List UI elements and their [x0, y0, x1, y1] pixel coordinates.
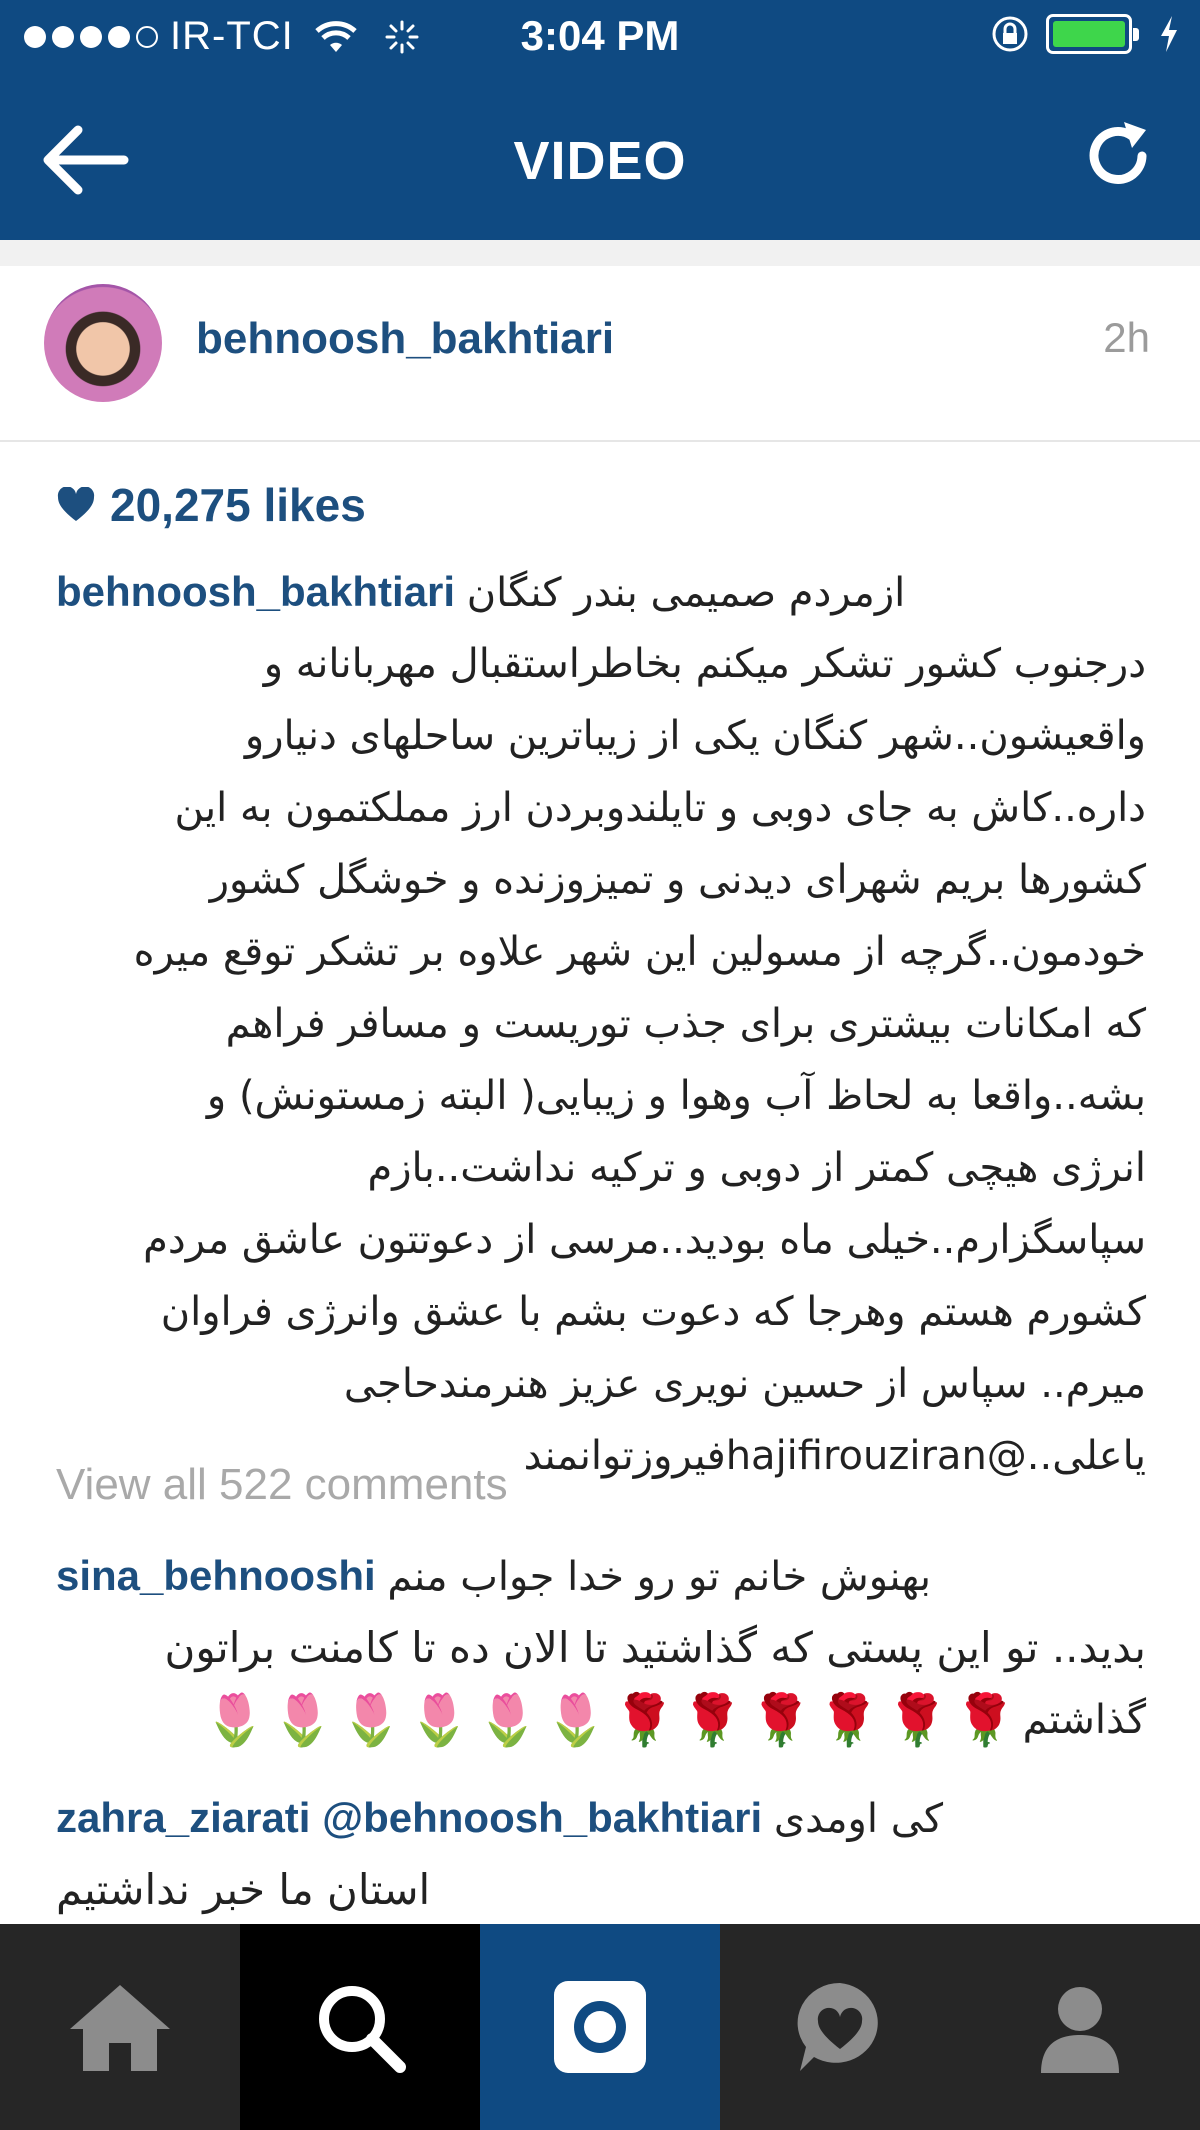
profile-icon: [1035, 1977, 1125, 2077]
caption-line: انرژی هیچی کمتر از دوبی و ترکیه نداشت..بازم: [367, 1145, 1146, 1191]
rotation-lock-icon: [990, 14, 1030, 54]
rose-emoji: 🌹: [954, 1691, 1017, 1749]
caption-line: یاعلی..@hajifirouziranفیروزتوانمند: [523, 1433, 1146, 1479]
rose-emoji: 🌹: [681, 1691, 744, 1749]
caption-line: کشورم هستم وهرجا که دعوت بشم با عشق وانرژی فراوان: [160, 1289, 1146, 1335]
tulip-emoji: 🌷: [408, 1691, 471, 1749]
clock: 3:04 PM: [520, 12, 680, 59]
tulip-emoji: 🌷: [544, 1691, 608, 1749]
tab-bar: [0, 1924, 1200, 2130]
caption-line: درجنوب کشور تشکر میکنم بخاطراستقبال مهربانانه و: [263, 641, 1146, 687]
carrier-name: IR-TCI: [170, 14, 294, 58]
page-title: VIDEO: [513, 131, 687, 191]
tab-profile[interactable]: [960, 1924, 1200, 2130]
home-icon: [65, 1977, 175, 2077]
tulip-emoji: 🌷: [476, 1691, 539, 1749]
post-age: 2h: [1103, 314, 1150, 361]
comments-list: [56, 1540, 1146, 1926]
likes-count[interactable]: [56, 478, 366, 532]
view-all-comments-link[interactable]: View all 522 comments: [56, 1460, 508, 1509]
battery-icon: [1046, 14, 1132, 54]
charging-icon: [1158, 14, 1180, 54]
divider: [0, 240, 1200, 266]
caption-line: که امکانات بیشتری برای جذب توریست و مسافر فراهم: [225, 1001, 1146, 1047]
rose-emoji: 🌹: [613, 1691, 676, 1749]
comment-line: بدید.. تو این پستی که گذاشتید تا الان ده تا کامنت براتون: [164, 1623, 1146, 1672]
caption-line: کشورها بریم شهرای دیدنی و تمیزوزنده و خوشگل کشور: [209, 857, 1146, 903]
comment-line: استان ما خبر نداشتیم: [56, 1865, 431, 1914]
avatar[interactable]: [44, 284, 162, 402]
refresh-icon[interactable]: [1080, 116, 1160, 196]
tab-camera[interactable]: [480, 1924, 720, 2130]
comment-mention[interactable]: @behnoosh_bakhtiari: [322, 1794, 763, 1841]
tab-search[interactable]: [240, 1924, 480, 2130]
caption-line: داره..کاش به جای دوبی و تایلندوبردن ارز مملکتمون به این: [174, 785, 1146, 831]
tulip-emoji: 🌷: [339, 1691, 403, 1749]
caption-text: ازمردم صمیمی بندر کنگان: [466, 570, 906, 616]
top-bar: [0, 0, 1200, 240]
tab-activity[interactable]: [720, 1924, 960, 2130]
post-caption: [56, 556, 1146, 1492]
comment-username[interactable]: zahra_ziarati: [56, 1794, 311, 1841]
nav-bar: [0, 80, 1200, 240]
rose-emoji: 🌹: [749, 1691, 812, 1749]
post-username[interactable]: behnoosh_bakhtiari: [196, 314, 615, 363]
caption-username[interactable]: behnoosh_bakhtiari: [56, 568, 456, 615]
comment-emoji-line: [56, 1684, 1146, 1756]
search-icon: [310, 1977, 410, 2077]
caption-line: [56, 556, 1146, 628]
camera-icon: [550, 1977, 650, 2077]
rose-emoji: 🌹: [886, 1691, 949, 1749]
comment-text: کی اومدی: [773, 1796, 944, 1842]
tulip-emoji: 🌷: [271, 1691, 334, 1749]
heart-icon: [56, 487, 96, 523]
tulip-emoji: 🌷: [203, 1691, 266, 1749]
activity-icon: [790, 1977, 890, 2077]
status-right: [990, 14, 1180, 54]
caption-line: بشه..واقعا به لحاظ آب وهوا و زیبایی( البته زمستونش) و: [206, 1073, 1146, 1119]
caption-line: خودمون..گرچه از مسولین این شهر علاوه بر تشکر توقع میره: [133, 929, 1146, 975]
comment-text: گذاشتم: [1022, 1697, 1146, 1743]
tab-home[interactable]: [0, 1924, 240, 2130]
likes-label: 20,275 likes: [110, 479, 366, 531]
rose-emoji: 🌹: [817, 1691, 881, 1749]
comment-line: [56, 1782, 1146, 1854]
comment-text: بهنوش خانم تو رو خدا جواب منم: [387, 1554, 932, 1600]
post-header: [0, 266, 1200, 442]
status-bar: [0, 0, 1200, 76]
caption-line: واقعیشون..شهر کنگان یکی از زیباترین ساحلهای دنیارو: [244, 713, 1146, 759]
comment-line: [56, 1540, 1146, 1612]
caption-line: میرم.. سپاس از حسین نویری عزیز هنرمندحاجی: [343, 1361, 1146, 1407]
comment-username[interactable]: sina_behnooshi: [56, 1552, 376, 1599]
caption-line: سپاسگزارم..خیلی ماه بودید..مرسی از دعوتتون عاشق مردم: [143, 1217, 1146, 1263]
